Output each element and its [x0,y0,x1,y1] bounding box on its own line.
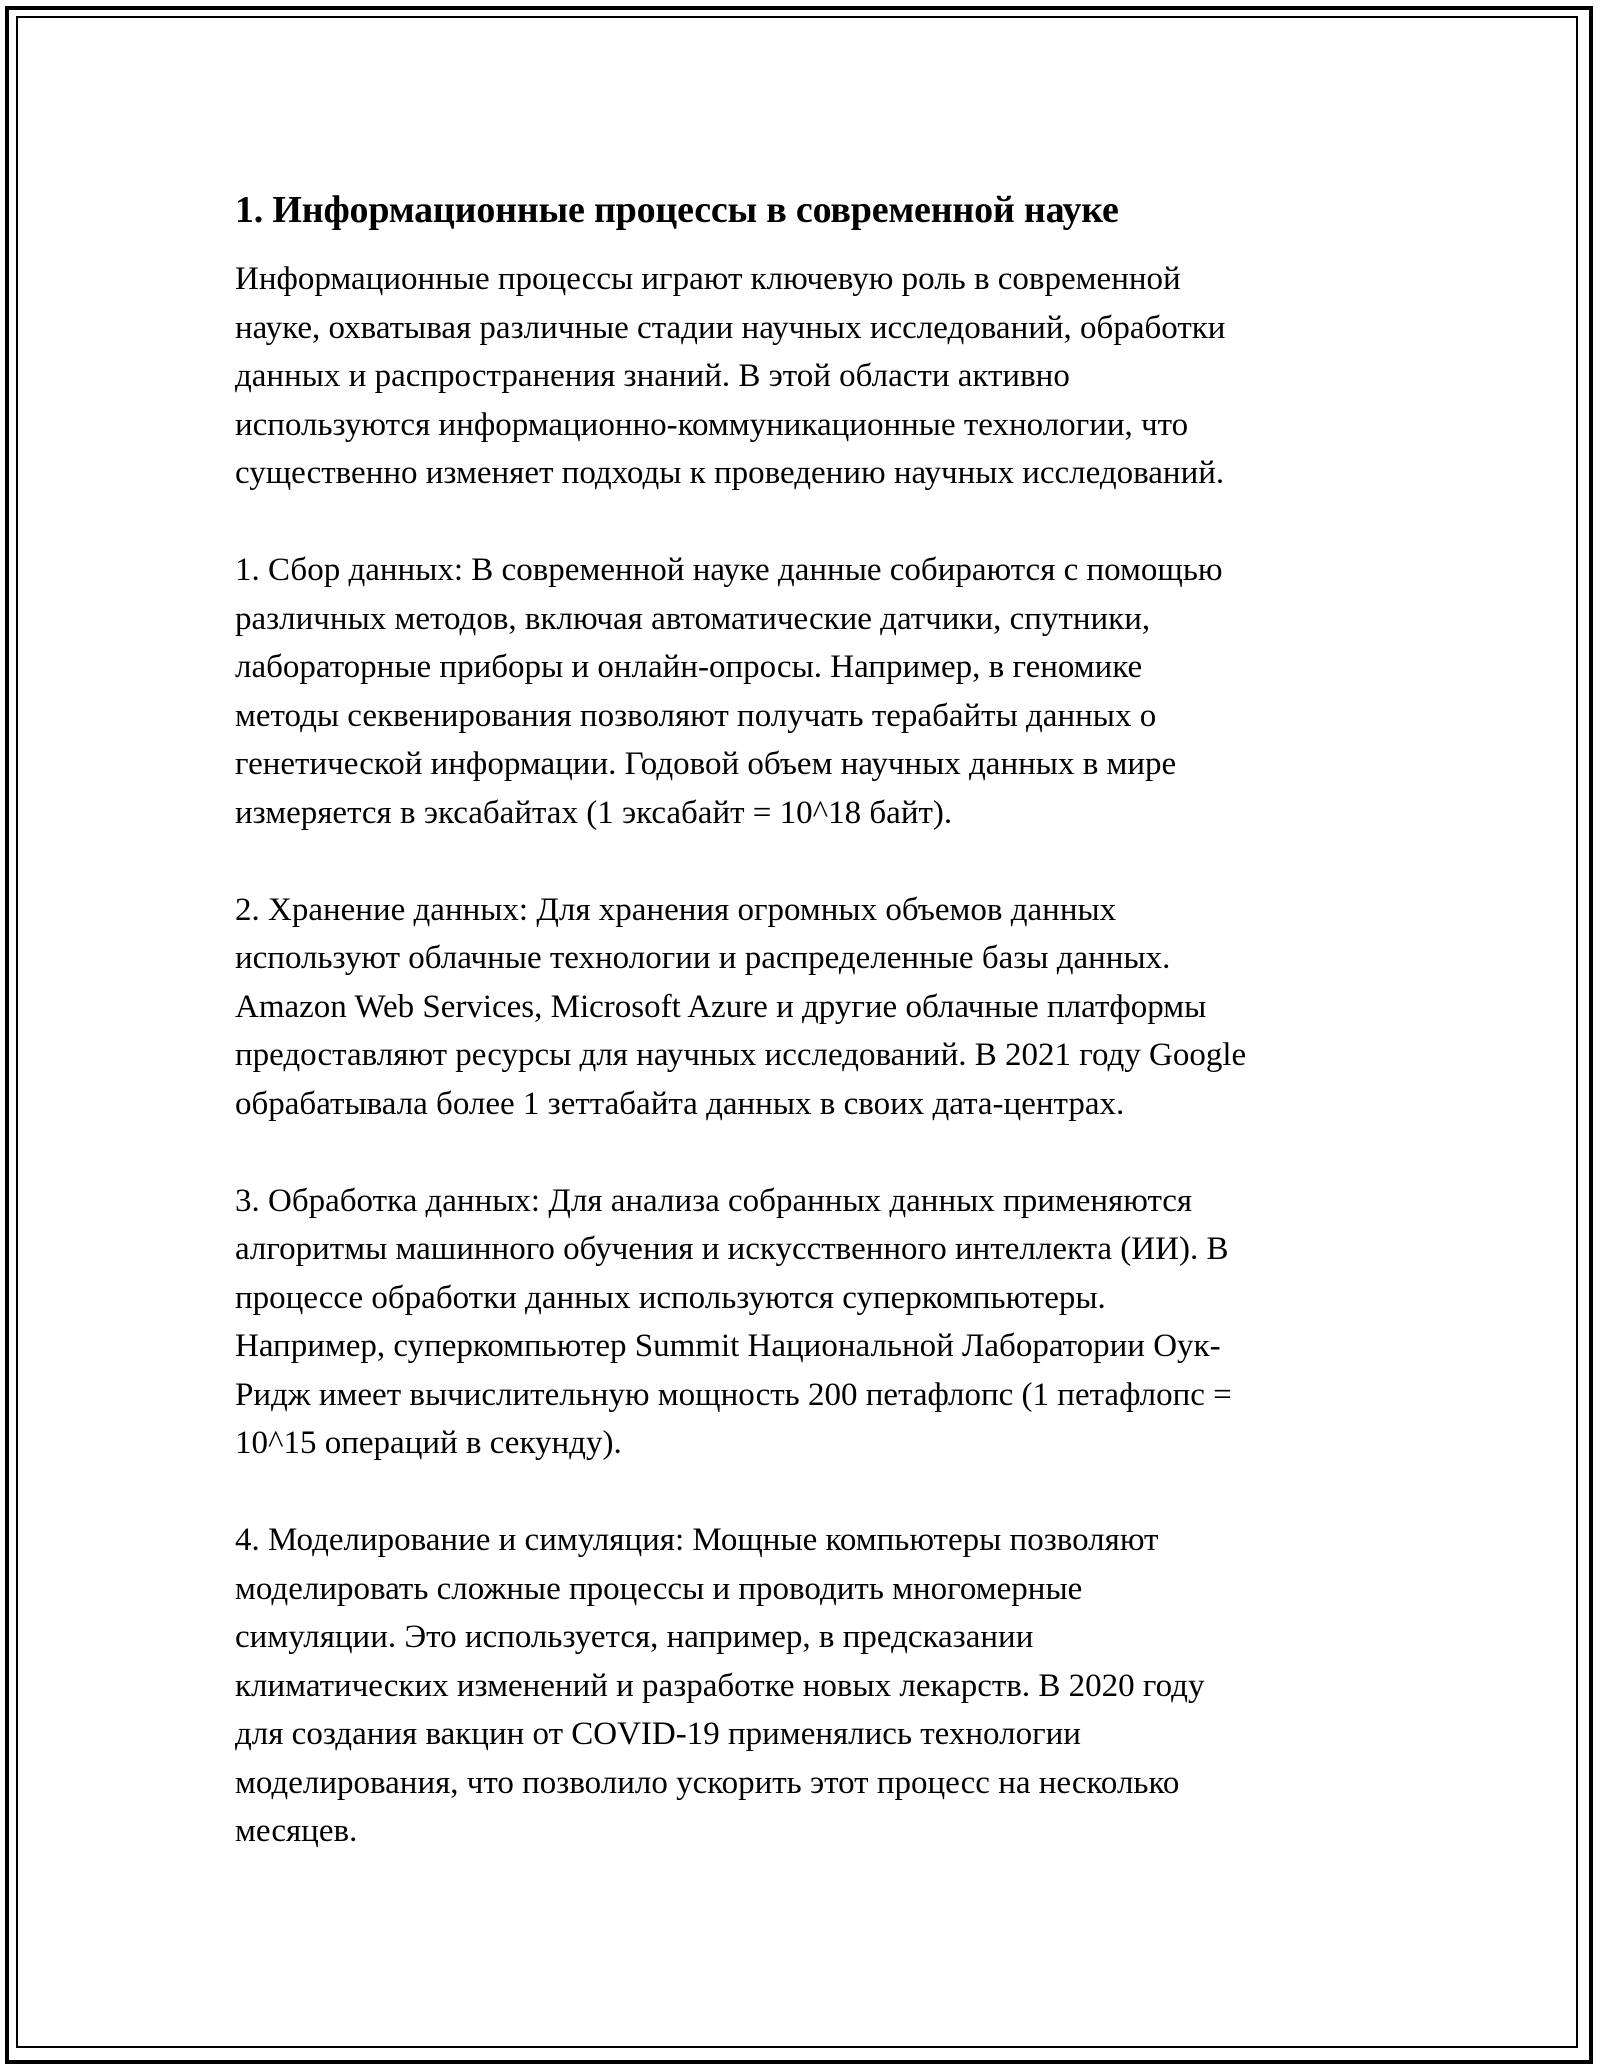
intro-paragraph: Информационные процессы играют ключевую роль в современной науке, охватывая различные стадии научных исследований, обработки данных и распространения знаний. В этой области активно используются информационно-коммуникационные технологии, что существенно изменяет подходы к проведению научных исследований. [235,261,1226,491]
section-heading: 1. Информационные процессы в современной науке [235,189,1119,231]
paragraph-data-processing: 3. Обработка данных: Для анализа собранных данных применяются алгоритмы машинного обучения и искусственного интеллекта (ИИ). В процессе обработки данных используются суперкомпьютеры. Например, суперкомпьютер Summit Национальной Лаборатории Оук- Ридж имеет вычислительную мощность 200 петафлопс (1 петафлопс = 10^15 операций в секунду). [235,1182,1232,1461]
paragraph-modeling-simulation: 4. Моделирование и симуляция: Мощные компьютеры позволяют моделировать сложные процессы и проводить многомерные симуляции. Это используется, например, в предсказании климатических изменений и разработке новых лекарств. В 2020 году для создания вакцин от COVID-19 применялись технологии моделирования, что позволило ускорить этот процесс на несколько месяцев. [235,1522,1205,1849]
document-body [235,185,1385,1856]
paragraph-data-collection: 1. Сбор данных: В современной науке данные собираются с помощью различных методов, включая автоматические датчики, спутники, лабораторные приборы и онлайн-опросы. Например, в геномике методы секвенирования позволяют получать терабайты данных о генетической информации. Годовой объем научных данных в мире измеряется в эксабайтах (1 эксабайт = 10^18 байт). [235,552,1223,831]
paragraph-data-storage: 2. Хранение данных: Для хранения огромных объемов данных используют облачные технологии и распределенные базы данных. Amazon Web Services, Microsoft Azure и другие облачные платформы предоставляют ресурсы для научных исследований. В 2021 году Google обрабатывала более 1 зеттабайта данных в своих дата-центрах. [235,891,1247,1122]
